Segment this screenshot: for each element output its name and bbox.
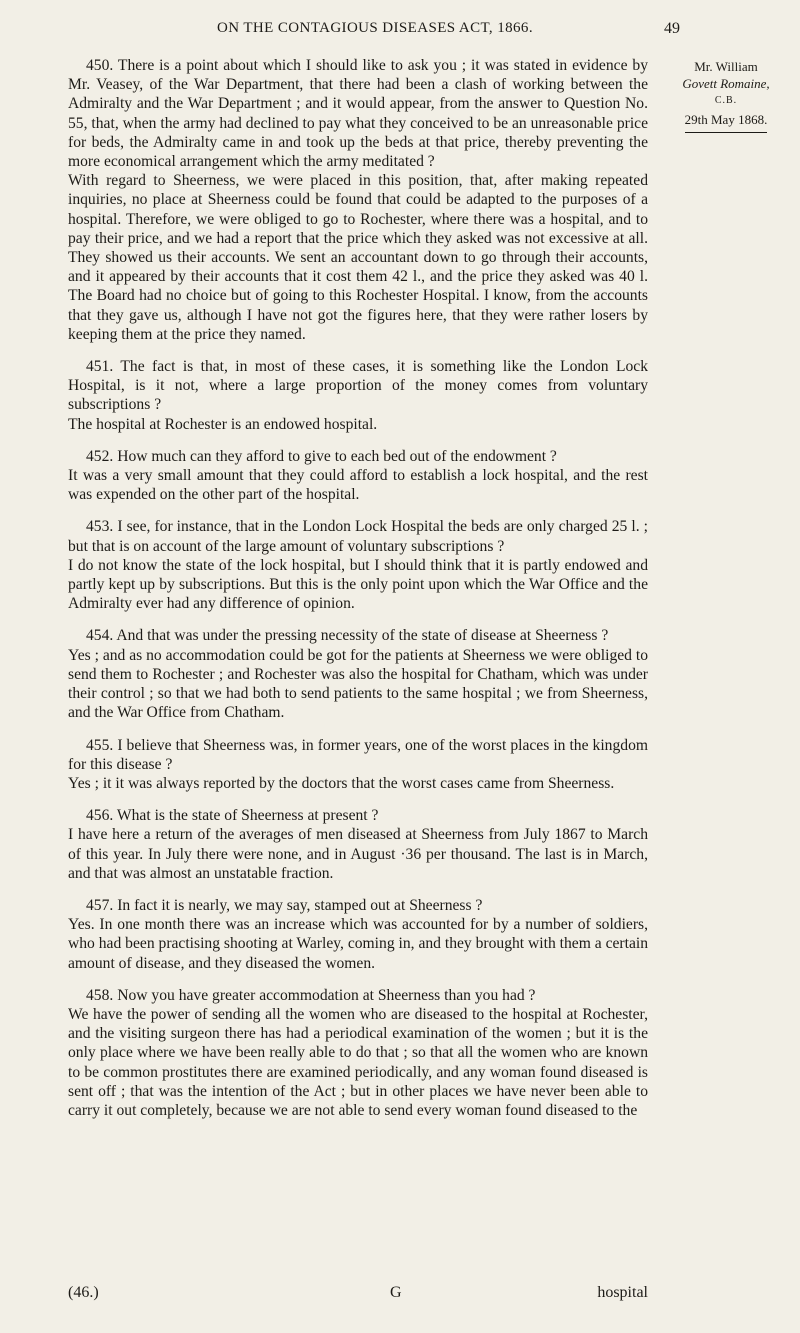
qa-entry bbox=[68, 806, 648, 883]
signature-mark: G bbox=[390, 1284, 402, 1301]
answer: We have the power of sending all the women who are diseased to the hospital at Rochester, and the visiting surgeon there has had a periodical examination of the women ; but it is the only place where we have been really able to do that ; so that all the women who are known to be common prostitutes there are examined periodically, and any woman found diseased is sent off ; that was the intention of the Act ; but in other places we have never been able to carry it out completely, because we are not able to send every woman found diseased to the bbox=[68, 1005, 648, 1119]
answer: Yes ; and as no accommodation could be got for the patients at Sheerness we were obliged to send them to Rochester ; and Rochester was also the hospital for Chatham, which was under their control ; so that we had both to send patients to the same hospital ; we from Sheerness, and the War Office from Chatham. bbox=[68, 646, 649, 722]
witness-name-line2: Govett Romaine, bbox=[682, 76, 770, 91]
question: 458. Now you have greater accommodation at Sheerness than you had ? bbox=[86, 986, 536, 1004]
answer: Yes. In one month there was an increase which was accounted for by a number of soldiers, who had been practising shooting at Warley, coming in, and they brought with them a certain amount of disease, and they diseased the women. bbox=[68, 916, 648, 972]
witness-date: 29th May 1868. bbox=[685, 111, 768, 133]
witness-honours: C.B. bbox=[714, 95, 738, 106]
question: 451. The fact is that, in most of these cases, it is something like the London Lock Hospital, is it not, where a large proportion of the money comes from voluntary subscriptions ? bbox=[68, 358, 648, 414]
question: 457. In fact it is nearly, we may say, stamped out at Sheerness ? bbox=[86, 896, 483, 914]
qa-entry bbox=[68, 447, 648, 505]
answer: With regard to Sheerness, we were placed in this position, that, after making repeated inquiries, no place at Sheerness could be found that could be adapted to the purposes of a hospital. Therefore, we were obliged to go to Rochester, where there was a hospital, and to pay their price, and we had a report that the price which they asked was not excessive at all. They showed us their accounts. We sent an accountant down to go through their accounts, and it appeared by their accounts that it cost them 42 l., and the price they asked was 40 l. The Board had no choice but of going to this Rochester Hospital. I know, from the accounts that they gave us, although I have not got the figures here, that they were rather losers by keeping them at the price they named. bbox=[68, 172, 648, 343]
qa-entry bbox=[68, 357, 648, 434]
qa-entry bbox=[68, 896, 648, 973]
running-header bbox=[0, 20, 800, 44]
qa-entry bbox=[68, 56, 648, 344]
page-footer bbox=[68, 1284, 648, 1306]
answer: The hospital at Rochester is an endowed hospital. bbox=[68, 415, 378, 433]
signature-number: (46.) bbox=[68, 1284, 99, 1301]
question: 456. What is the state of Sheerness at present ? bbox=[86, 807, 379, 825]
question: 454. And that was under the pressing necessity of the state of disease at Sheerness ? bbox=[86, 627, 609, 645]
header-title: ON THE CONTAGIOUS DISEASES ACT, 1866. bbox=[217, 20, 533, 36]
question: 453. I see, for instance, that in the London Lock Hospital the beds are only charged 25 l. ; but that is on account of the large amount of voluntary subscriptions ? bbox=[68, 518, 648, 555]
catchword: hospital bbox=[597, 1284, 648, 1301]
answer: I do not know the state of the lock hospital, but I should think that it is partly endowed and partly kept up by subscriptions. But this is the only point upon which the War Office and the Admiralty ever had any difference of opinion. bbox=[68, 556, 648, 613]
qa-entry bbox=[68, 736, 648, 794]
page-number: 49 bbox=[664, 20, 680, 37]
question: 450. There is a point about which I should like to ask you ; it was stated in evidence by Mr. Veasey, of the War Department, that there had been a clash of working between the Admiralty and the War Department ; and it would appear, from the answer to Question No. 55, that, when the army had declined to pay what they conceived to be an unreasonable price for beds, the Admiralty came in and took up the beds at that price, thereby preventing the more economical arrangement which the army meditated ? bbox=[68, 57, 648, 171]
witness-name-line1: Mr. William bbox=[694, 59, 758, 74]
answer: Yes ; it it was always reported by the doctors that the worst cases came from Sheerness. bbox=[68, 774, 615, 792]
question: 452. How much can they afford to give to each bed out of the endowment ? bbox=[86, 447, 557, 465]
qa-entry bbox=[68, 517, 648, 613]
qa-entry bbox=[68, 626, 648, 722]
evidence-text bbox=[68, 56, 648, 1133]
answer: It was a very small amount that they could afford to establish a lock hospital, and the rest was expended on the other part of the hospital. bbox=[68, 467, 648, 504]
answer: I have here a return of the averages of men diseased at Sheerness from July 1867 to March of this year. In July there were none, and in August ·36 per thousand. The last is in March, and that was almost an unstatable fraction. bbox=[68, 826, 648, 882]
witness-side-note bbox=[656, 58, 796, 133]
qa-entry bbox=[68, 986, 648, 1120]
question: 455. I believe that Sheerness was, in former years, one of the worst places in the kingdom for this disease ? bbox=[68, 736, 648, 773]
